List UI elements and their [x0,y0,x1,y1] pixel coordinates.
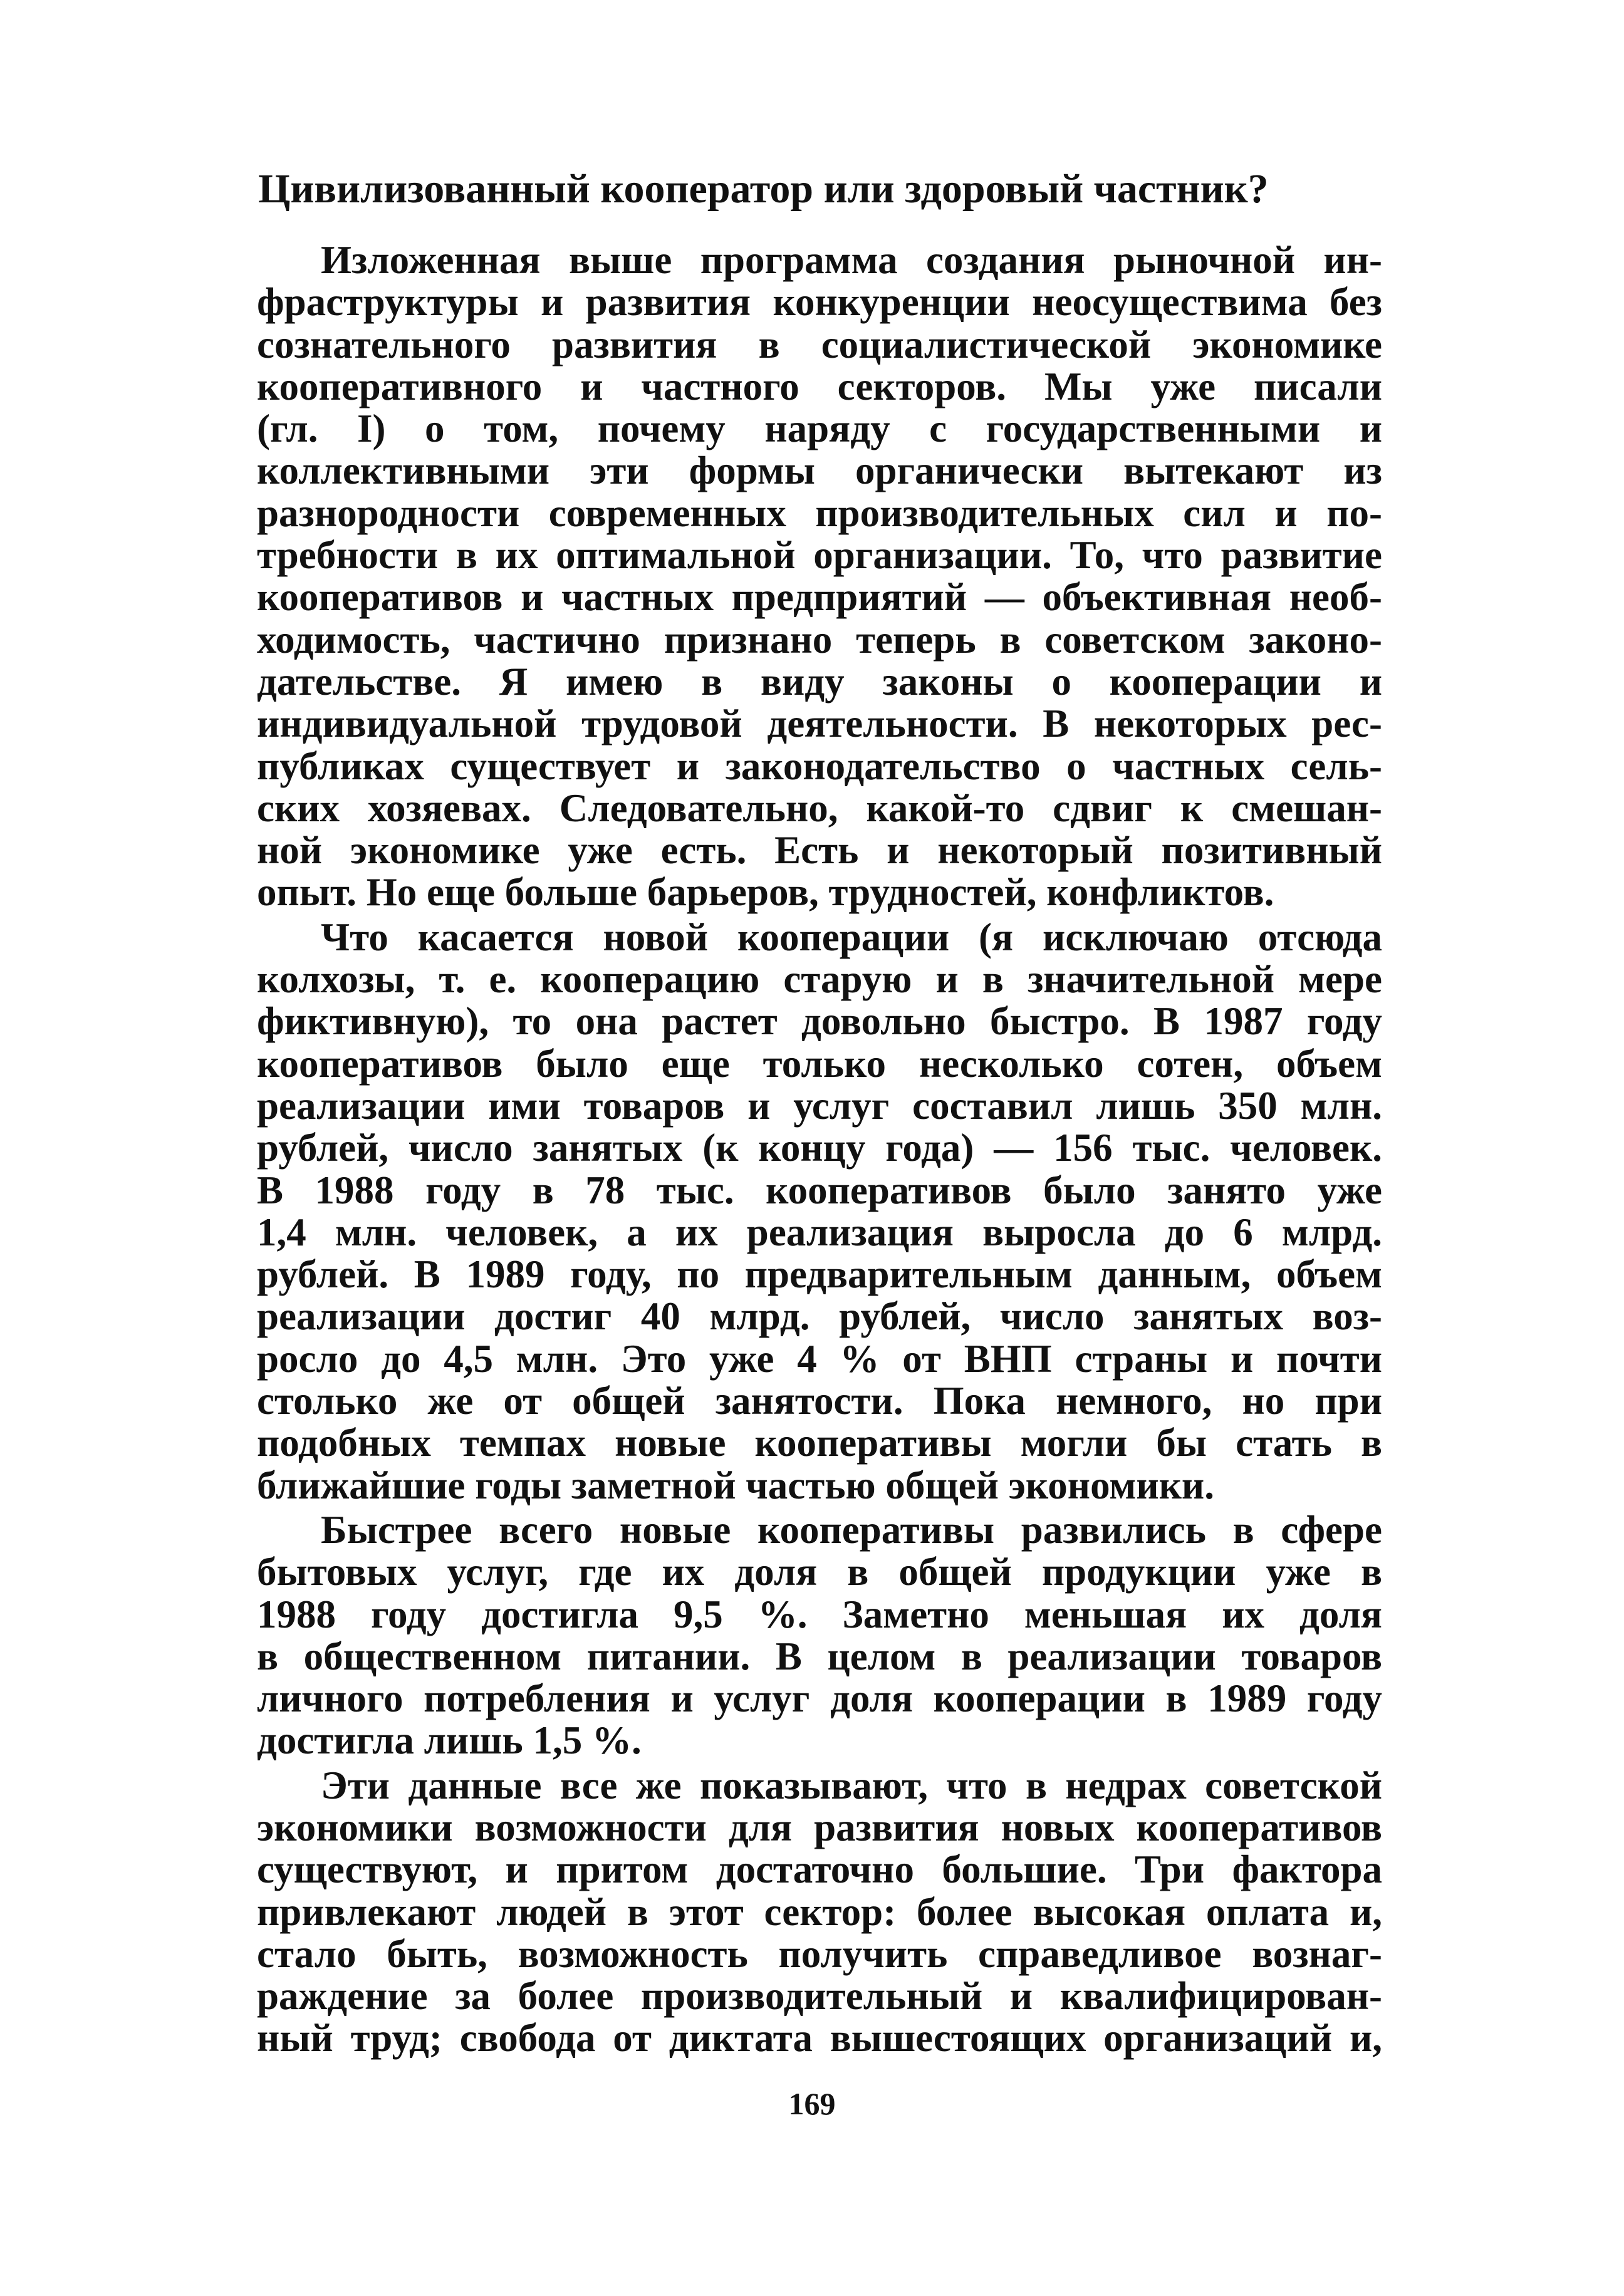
text-line: дательстве. Я имею в виду законы о кооперации и [257,659,1382,704]
text-line: столько же от общей занятости. Пока немного, но при [257,1379,1382,1423]
text-line: публиках существует и законодательство о частных сель- [257,744,1382,788]
paragraph [257,917,1382,1507]
body-text [257,239,1382,2060]
text-line: фраструктуры и развития конкуренции неосуществима без [257,280,1382,325]
text-line: требности в их оптимальной организации. То, что развитие [257,533,1382,578]
text-line: кооперативов было еще только несколько сотен, объем [257,1041,1382,1086]
page-number: 169 [788,2086,836,2121]
text-line: достигла лишь 1,5 %. [257,1718,642,1763]
text-line: росло до 4,5 млн. Это уже 4 % от ВНП страны и почти [257,1336,1382,1381]
text-line: экономики возможности для развития новых кооперативов [257,1805,1382,1849]
text-line: Изложенная выше программа создания рыночной ин- [321,238,1382,282]
text-line: ских хозяевах. Следовательно, какой-то сдвиг к смешан- [257,786,1382,830]
section-heading: Цивилизованный кооператор или здоровый частник? [258,166,1269,212]
text-line: кооперативного и частного секторов. Мы уже писали [257,364,1382,408]
text-line: стало быть, возможность получить справедливое вознаг- [257,1931,1382,1976]
paragraph [257,1509,1382,1762]
text-line: Что касается новой кооперации (я исключаю отсюда [321,915,1382,959]
text-line: разнородности современных производительных сил и по- [257,491,1382,535]
text-line: реализации достиг 40 млрд. рублей, число занятых воз- [257,1294,1382,1339]
text-line: раждение за более производительный и квалифицирован- [257,1974,1382,2018]
text-line: личного потребления и услуг доля кооперации в 1989 году [257,1676,1382,1721]
text-line: ной экономике уже есть. Есть и некоторый позитивный [257,828,1382,873]
text-line: 1988 году достигла 9,5 %. Заметно меньшая их доля [257,1592,1382,1636]
text-line: существуют, и притом достаточно большие. Три фактора [257,1847,1382,1892]
text-line: ходимость, частично признано теперь в советском законо- [257,617,1382,662]
text-line: бытовых услуг, где их доля в общей продукции уже в [257,1550,1382,1594]
text-line: индивидуальной трудовой деятельности. В некоторых рес- [257,702,1382,746]
paragraph [257,239,1382,914]
text-line: ближайшие годы заметной частью общей экономики. [257,1463,1214,1507]
text-line: Быстрее всего новые кооперативы развились в сфере [321,1507,1382,1552]
text-line: рублей, число занятых (к концу года) — 156 тыс. человек. [257,1126,1382,1170]
text-line: (гл. I) о том, почему наряду с государственными и [257,407,1382,451]
text-line: сознательного развития в социалистической экономике [257,322,1382,366]
text-line: опыт. Но еще больше барьеров, трудностей, конфликтов. [257,870,1274,915]
text-line: рублей. В 1989 году, по предварительным данным, объем [257,1252,1382,1297]
text-line: коллективными эти формы органически вытекают из [257,449,1382,493]
text-line: колхозы, т. е. кооперацию старую и в значительной мере [257,957,1382,1002]
text-line: 1,4 млн. человек, а их реализация выросла до 6 млрд. [257,1210,1382,1254]
text-line: ный труд; свобода от диктата вышестоящих организаций и, [257,2016,1382,2060]
text-line: кооперативов и частных предприятий — объективная необ- [257,575,1382,620]
text-line: В 1988 году в 78 тыс. кооперативов было занято уже [257,1168,1382,1212]
text-line: Эти данные все же показывают, что в недрах советской [321,1763,1382,1807]
text-line: в общественном питании. В целом в реализации товаров [257,1634,1382,1678]
text-line: подобных темпах новые кооперативы могли бы стать в [257,1421,1382,1465]
text-line: реализации ими товаров и услуг составил лишь 350 млн. [257,1083,1382,1128]
paragraph [257,1765,1382,2060]
text-line: фиктивную), то она растет довольно быстро. В 1987 году [257,999,1382,1044]
text-line: привлекают людей в этот сектор: более высокая оплата и, [257,1889,1382,1934]
